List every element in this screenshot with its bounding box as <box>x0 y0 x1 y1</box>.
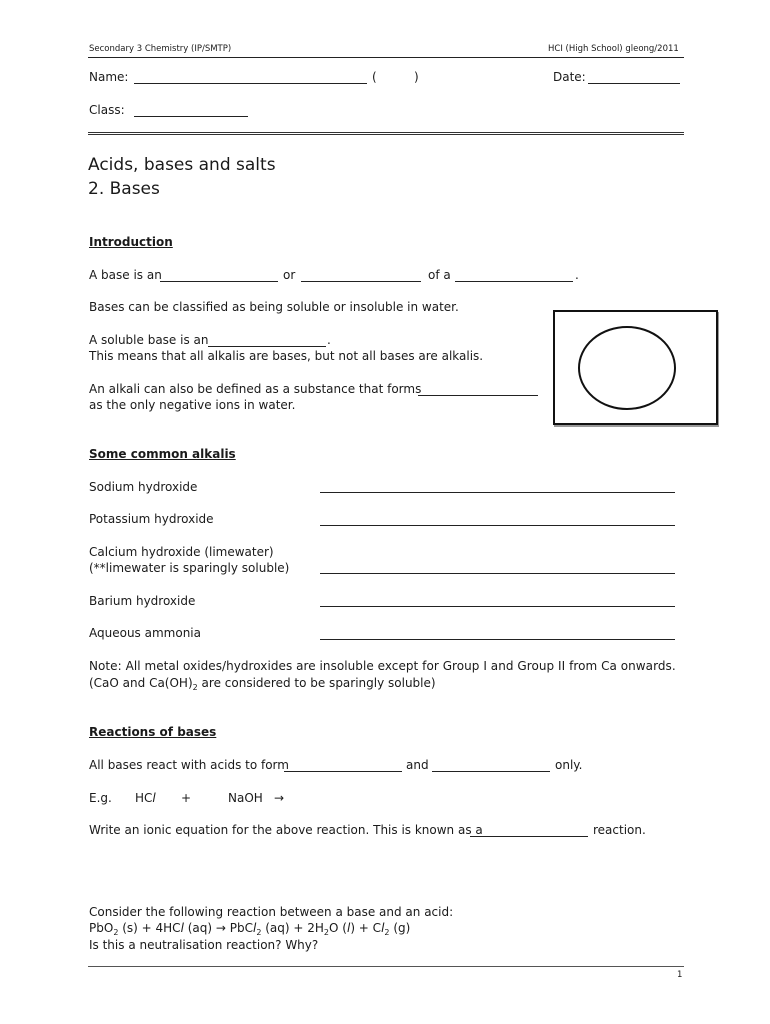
neutralisation-question: Is this a neutralisation reaction? Why? <box>89 938 319 952</box>
soluble-period: . <box>327 333 331 347</box>
react-text: All bases react with acids to form <box>89 758 289 772</box>
alkalis-note: This means that all alkalis are bases, but not all bases are alkalis. <box>89 349 484 363</box>
common-alkalis-heading: Some common alkalis <box>89 447 236 461</box>
eg-label: E.g. <box>89 791 112 805</box>
reaction-word: reaction. <box>593 823 646 837</box>
alkali-item-calcium: Calcium hydroxide (limewater) <box>89 545 274 559</box>
blank-base-1[interactable] <box>160 281 278 282</box>
classified-text: Bases can be classified as being soluble or insoluble in water. <box>89 300 459 314</box>
blank-reaction-type[interactable] <box>470 836 588 837</box>
of-a-text: of a <box>428 268 451 282</box>
diagram-box <box>553 310 718 425</box>
diagram-ellipse <box>555 312 716 423</box>
blank-base-3[interactable] <box>455 281 573 282</box>
formula-blank-sodium[interactable] <box>320 492 675 493</box>
blank-product-2[interactable] <box>432 771 550 772</box>
introduction-heading: Introduction <box>89 235 173 249</box>
only-text: only. <box>555 758 583 772</box>
formula-blank-ammonia[interactable] <box>320 639 675 640</box>
hcl-formula: HCl <box>135 791 156 805</box>
page-title: Acids, bases and salts <box>88 155 276 175</box>
limewater-note: (**limewater is sparingly soluble) <box>89 561 290 575</box>
equation-answer-field[interactable] <box>300 804 500 805</box>
period: . <box>575 268 579 282</box>
register-open-paren: ( <box>372 70 377 84</box>
alkali-item-sodium: Sodium hydroxide <box>89 480 198 494</box>
plus-sign: + <box>181 791 192 805</box>
alkali-def-line1: An alkali can also be defined as a substance that forms <box>89 382 422 396</box>
pbo2-equation: PbO$_2$ (s) + 4HCl (aq) → PbCl$_2$ $(aq) + 2H_2O$ $(l) + Cl_2$ (g) <box>89 921 411 937</box>
date-label: Date: <box>553 70 586 84</box>
naoh-formula: NaOH <box>228 791 263 805</box>
footer-rule <box>88 966 684 967</box>
sparingly-soluble-note: (CaO and $Ca(OH)_2$ are considered to be sparingly soluble) <box>89 676 436 692</box>
class-label: Class: <box>89 103 125 117</box>
ionic-equation-text: Write an ionic equation for the above reaction. This is known as a <box>89 823 483 837</box>
blank-soluble-base[interactable] <box>208 346 326 347</box>
alkali-item-ammonia: Aqueous ammonia <box>89 626 201 640</box>
or-text: or <box>283 268 296 282</box>
reactions-heading: Reactions of bases <box>89 725 217 739</box>
metal-oxides-note: Note: All metal oxides/hydroxides are insoluble except for Group I and Group II from Ca onwards. <box>89 659 676 673</box>
alkali-def-line2: as the only negative ions in water. <box>89 398 296 412</box>
header-rule <box>88 57 684 58</box>
blank-base-2[interactable] <box>301 281 421 282</box>
alkali-item-barium: Barium hydroxide <box>89 594 196 608</box>
register-number-field[interactable] <box>380 83 414 84</box>
base-is-an-text: A base is an <box>89 268 162 282</box>
name-label: Name: <box>89 70 129 84</box>
name-field[interactable] <box>134 83 367 84</box>
blank-negative-ions[interactable] <box>418 395 538 396</box>
arrow-icon: → <box>274 791 285 805</box>
and-text: and <box>406 758 429 772</box>
double-rule <box>88 132 684 135</box>
date-field[interactable] <box>588 83 680 84</box>
header-right: HCI (High School) gleong/2011 <box>548 44 679 54</box>
register-close-paren: ) <box>414 70 419 84</box>
class-field[interactable] <box>134 116 248 117</box>
page-subtitle: 2. Bases <box>88 179 160 199</box>
formula-blank-calcium[interactable] <box>320 573 675 574</box>
header-left: Secondary 3 Chemistry (IP/SMTP) <box>89 44 232 54</box>
formula-blank-barium[interactable] <box>320 606 675 607</box>
formula-blank-potassium[interactable] <box>320 525 675 526</box>
soluble-base-text: A soluble base is an <box>89 333 209 347</box>
consider-text: Consider the following reaction between a base and an acid: <box>89 905 454 919</box>
page-number: 1 <box>677 970 683 980</box>
blank-product-1[interactable] <box>284 771 402 772</box>
alkali-item-potassium: Potassium hydroxide <box>89 512 214 526</box>
